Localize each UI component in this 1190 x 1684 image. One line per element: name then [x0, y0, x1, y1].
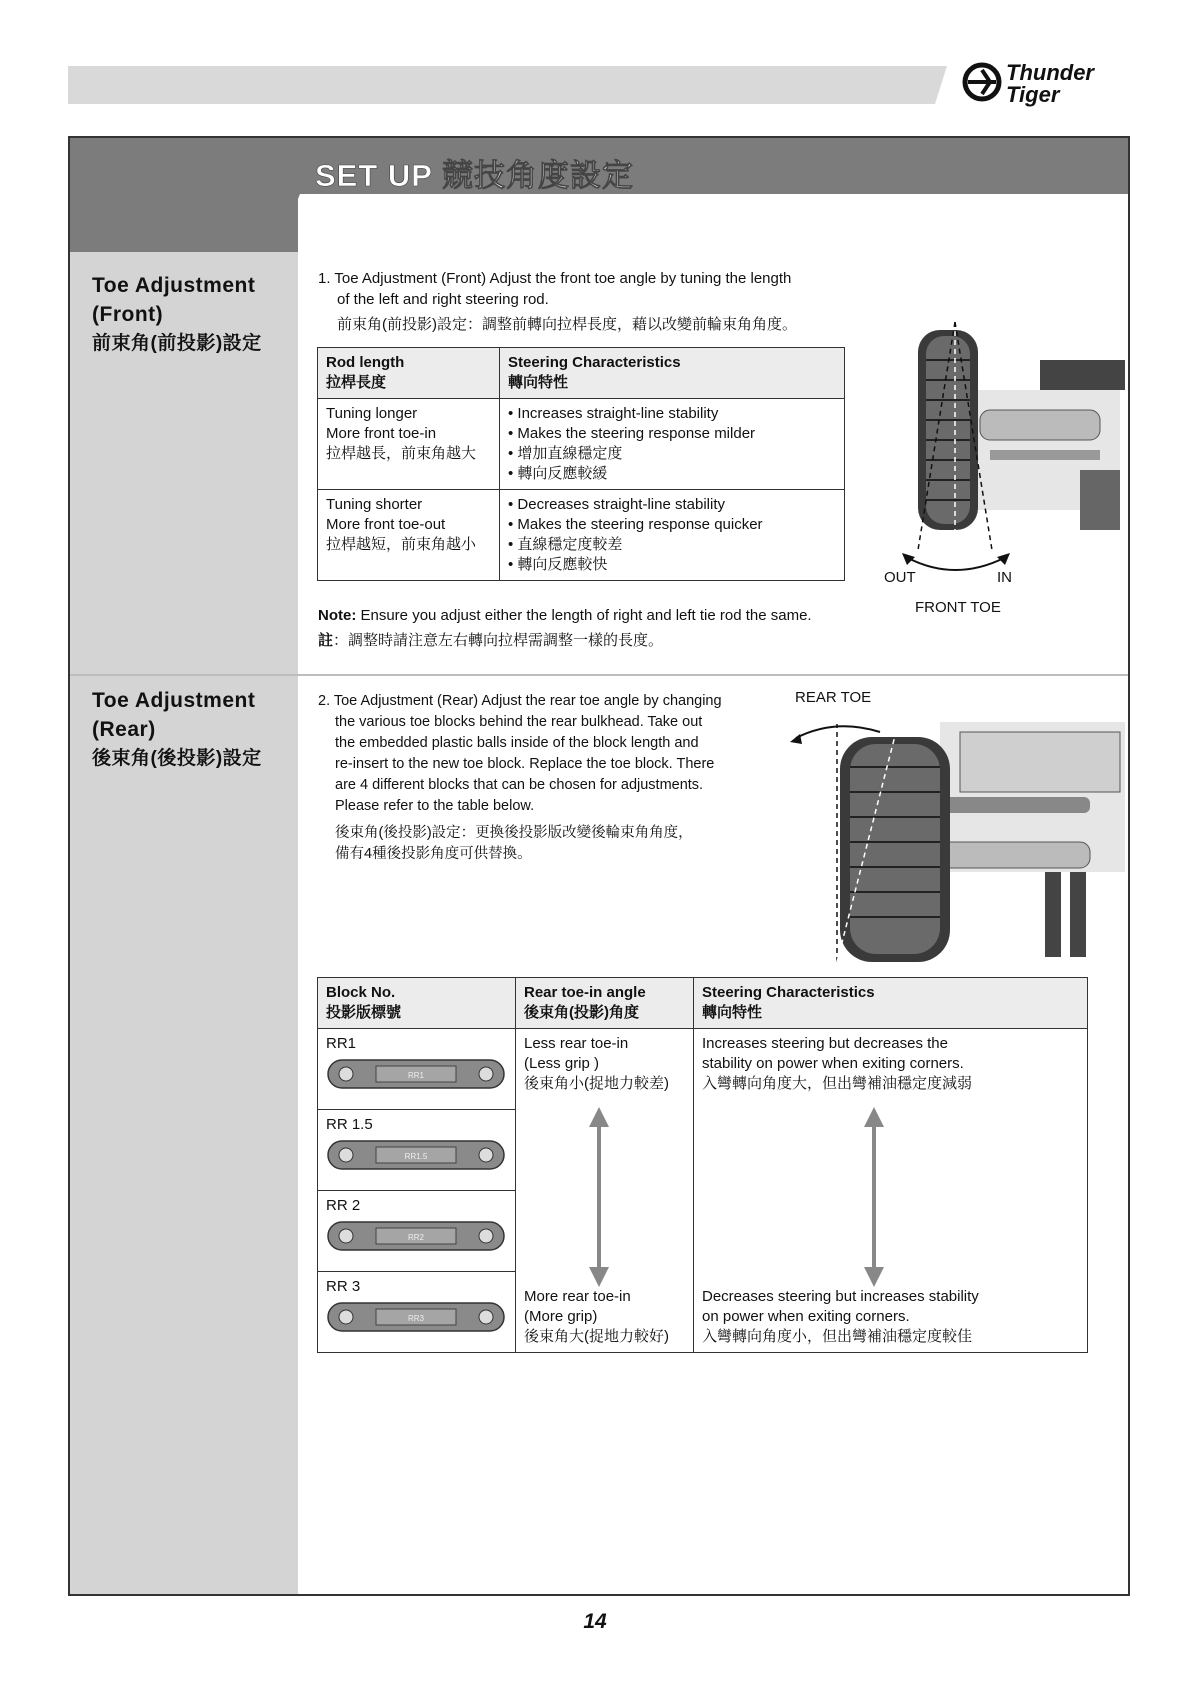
block-label: RR1: [326, 1035, 357, 1052]
thunder-tiger-logo: [962, 58, 1138, 110]
bottom-char-text: Decreases steering but increases stability on power when exiting corners. 入彎轉向角度小，但出彎補油穩定度較佳: [702, 1288, 979, 1345]
page-title: SET UP 競技角度設定: [315, 158, 635, 193]
brand-line2: Tiger: [1006, 82, 1060, 107]
rear-col1-zh: 投影版標號: [326, 1004, 402, 1021]
toe-block-image: [326, 1297, 506, 1337]
front-intro-line2: of the left and right steering rod.: [337, 291, 549, 308]
front-heading-zh: 前束角(前投影)設定: [92, 333, 262, 354]
front-toe-out: OUT: [884, 569, 916, 586]
top-char-text: Increases steering but decreases the stability on power when exiting corners. 入彎轉向角度大，但出彎補油穩定度減弱: [702, 1035, 973, 1092]
note-zh-label: 註: [318, 632, 334, 649]
block-label: RR 3: [326, 1278, 361, 1295]
bottom-angle-text: More rear toe-in (More grip) 後束角大(捉地力較好): [524, 1288, 669, 1345]
cell-text: • Makes the steering response quicker: [508, 516, 763, 533]
header-bar: [68, 66, 958, 104]
rear-table-header: [318, 978, 1088, 1029]
rear-col1-header: [318, 978, 516, 1029]
table-row: [318, 490, 845, 581]
rear-intro-line: the various toe blocks behind the rear bulkhead. Take out: [335, 714, 703, 730]
cell-text: • 直線穩定度較差: [508, 536, 623, 553]
rear-heading-en2: (Rear): [92, 718, 156, 741]
section-divider: [70, 674, 1128, 676]
front-note: [318, 605, 878, 651]
rear-intro-line: Please refer to the table below.: [335, 798, 535, 814]
rear-table: [317, 977, 1088, 1353]
cell-text: 拉桿越短，前束角越小: [326, 536, 477, 553]
note-zh-text: ：調整時請注意左右轉向拉桿需調整一樣的長度。: [333, 632, 664, 649]
front-toe-illustration: [880, 320, 1128, 585]
front-col2-en: Steering Characteristics: [508, 354, 681, 371]
rear-col3-zh: 轉向特性: [702, 1004, 763, 1021]
front-col1-en: Rod length: [326, 354, 405, 371]
block-mark: RR2: [407, 1233, 425, 1242]
front-toe-caption: FRONT TOE: [915, 599, 1001, 616]
block-label: RR 1.5: [326, 1116, 373, 1133]
cell-text: • 轉向反應較快: [508, 556, 608, 573]
table-row: [318, 1029, 1088, 1110]
rear-heading-zh: 後束角(後投影)設定: [92, 748, 262, 769]
brand-line1: Thunder: [1006, 60, 1094, 85]
cell-text: • 增加直線穩定度: [508, 445, 623, 462]
front-intro-zh: 前束角(前投影)設定：調整前轉向拉桿長度，藉以改變前輪束角角度。: [337, 316, 797, 333]
front-table: [317, 347, 845, 581]
front-heading-en: Toe Adjustment: [92, 274, 256, 297]
rear-heading: [92, 686, 262, 773]
cell-text: • 轉向反應較緩: [508, 465, 608, 482]
rear-intro-zh-1: 後束角(後投影)設定：更換後投影版改變後輪束角角度，: [335, 825, 693, 841]
cell-text: More front toe-in: [326, 425, 437, 442]
cell-text: Tuning longer: [326, 405, 418, 422]
cell-text: • Decreases straight-line stability: [508, 496, 726, 513]
toe-block-image: [326, 1054, 506, 1094]
front-intro-line1: 1. Toe Adjustment (Front) Adjust the front toe angle by tuning the length: [318, 270, 792, 287]
note-label: Note:: [318, 607, 357, 624]
top-angle-text: Less rear toe-in (Less grip ) 後束角小(捉地力較差): [524, 1035, 669, 1092]
rear-toe-illustration: [790, 712, 1126, 962]
double-arrow-icon: [861, 1107, 887, 1287]
front-col2-zh: 轉向特性: [508, 374, 569, 391]
cell-text: • Increases straight-line stability: [508, 405, 719, 422]
rear-intro-line: re-insert to the new toe block. Replace the toe block. There: [335, 756, 715, 772]
rear-col2-header: [516, 978, 694, 1029]
block-label: RR 2: [326, 1197, 361, 1214]
toe-block-image: [326, 1216, 506, 1256]
table-row: [318, 399, 845, 490]
front-table-header: [318, 348, 845, 399]
rear-col2-en: Rear toe-in angle: [524, 984, 646, 1001]
cell-text: Tuning shorter: [326, 496, 423, 513]
front-heading-en2: (Front): [92, 303, 164, 326]
rear-heading-en: Toe Adjustment: [92, 689, 256, 712]
double-arrow-icon: [586, 1107, 612, 1287]
block-mark: RR3: [407, 1314, 425, 1323]
front-col1-header: [318, 348, 500, 399]
toe-block-image: [326, 1135, 506, 1175]
cell-text: 拉桿越長，前束角越大: [326, 445, 477, 462]
note-text: Ensure you adjust either the length of right and left tie rod the same.: [356, 607, 812, 624]
rear-intro: [318, 691, 758, 865]
front-col2-header: [500, 348, 845, 399]
rear-toe-caption: REAR TOE: [795, 689, 872, 706]
rear-col3-header: [694, 978, 1088, 1029]
front-intro: [318, 268, 858, 335]
rear-col3-en: Steering Characteristics: [702, 984, 875, 1001]
front-toe-in: IN: [997, 569, 1012, 586]
rear-col2-zh: 後束角(投影)角度: [524, 1004, 639, 1021]
rear-intro-line: are 4 different blocks that can be chosen for adjustments.: [335, 777, 704, 793]
rear-intro-line: 2. Toe Adjustment (Rear) Adjust the rear toe angle by changing: [318, 693, 722, 709]
page-number: 14: [583, 1610, 607, 1633]
rear-intro-line: the embedded plastic balls inside of the block length and: [335, 735, 699, 751]
front-col1-zh: 拉桿長度: [326, 374, 387, 391]
cell-text: More front toe-out: [326, 516, 446, 533]
rear-col1-en: Block No.: [326, 984, 396, 1001]
cell-text: • Makes the steering response milder: [508, 425, 756, 442]
front-heading: [92, 271, 262, 358]
rear-intro-zh-2: 備有4種後投影角度可供替換。: [335, 846, 532, 862]
block-mark: RR1: [407, 1071, 425, 1080]
block-mark: RR1.5: [404, 1152, 428, 1161]
